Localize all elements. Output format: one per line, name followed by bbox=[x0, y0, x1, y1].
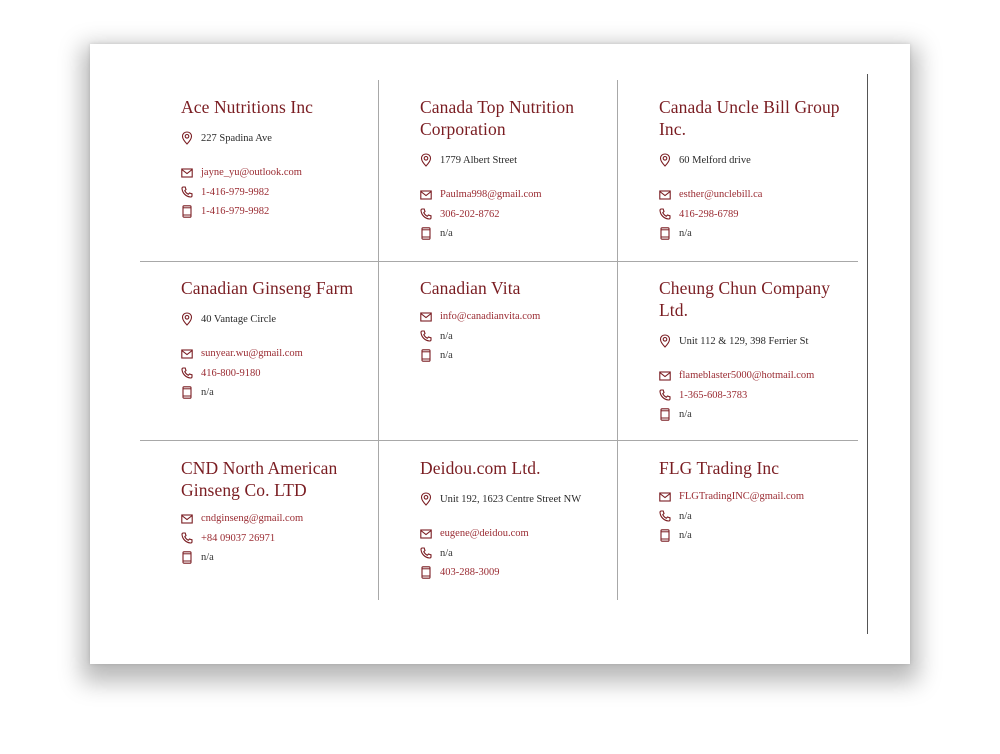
phone-row bbox=[420, 327, 620, 347]
address-row bbox=[659, 330, 859, 352]
row-divider bbox=[140, 261, 858, 262]
email-link[interactable]: eugene@deidou.com bbox=[440, 528, 529, 540]
contact-list bbox=[420, 307, 620, 366]
company-name: Canada Top Nutrition Corporation bbox=[420, 97, 575, 139]
mobile-link: n/a bbox=[201, 387, 214, 399]
company-name: Canada Uncle Bill Group Inc. bbox=[659, 97, 840, 139]
location-pin-icon bbox=[181, 312, 193, 326]
email-icon bbox=[659, 490, 671, 504]
company-card bbox=[181, 96, 381, 222]
email-row bbox=[181, 163, 381, 183]
phone-icon bbox=[420, 207, 432, 221]
email-link[interactable]: Paulma998@gmail.com bbox=[440, 189, 542, 201]
mobile-phone-icon bbox=[181, 205, 193, 219]
email-link[interactable]: cndginseng@gmail.com bbox=[201, 513, 304, 525]
mobile-row bbox=[181, 383, 381, 403]
phone-row bbox=[181, 183, 381, 203]
phone-link[interactable]: 416-298-6789 bbox=[679, 208, 739, 220]
email-row bbox=[181, 344, 381, 364]
mobile-phone-icon bbox=[659, 227, 671, 241]
phone-link[interactable]: 1-365-608-3783 bbox=[679, 389, 748, 401]
contact-list bbox=[181, 344, 381, 403]
email-link[interactable]: esther@unclebill.ca bbox=[679, 189, 763, 201]
company-card bbox=[420, 96, 620, 244]
email-link[interactable]: info@canadianvita.com bbox=[440, 311, 541, 323]
phone-link[interactable]: 416-800-9180 bbox=[201, 367, 261, 379]
phone-row bbox=[420, 205, 620, 225]
email-icon bbox=[181, 166, 193, 180]
phone-link: n/a bbox=[440, 547, 453, 559]
contact-list bbox=[659, 487, 859, 546]
email-row bbox=[659, 366, 859, 386]
phone-link: n/a bbox=[440, 330, 453, 342]
mobile-phone-icon bbox=[420, 227, 432, 241]
mobile-row bbox=[659, 224, 859, 244]
company-name: FLG Trading Inc bbox=[659, 458, 780, 478]
company-card bbox=[659, 96, 859, 244]
directory-page bbox=[90, 44, 910, 664]
email-icon bbox=[659, 369, 671, 383]
address-text: Unit 112 & 129, 398 Ferrier St bbox=[679, 335, 809, 347]
email-icon bbox=[659, 188, 671, 202]
mobile-phone-icon bbox=[181, 386, 193, 400]
email-link[interactable]: flameblaster5000@hotmail.com bbox=[679, 370, 815, 382]
email-row bbox=[420, 524, 620, 544]
mobile-row bbox=[420, 563, 620, 583]
mobile-link: n/a bbox=[679, 409, 692, 421]
contact-list bbox=[181, 163, 381, 222]
contact-list bbox=[420, 185, 620, 244]
phone-row bbox=[659, 507, 859, 527]
email-row bbox=[420, 307, 620, 327]
mobile-row bbox=[420, 224, 620, 244]
column-divider bbox=[867, 74, 868, 634]
phone-link[interactable]: +84 09037 26971 bbox=[201, 532, 276, 544]
mobile-link: n/a bbox=[440, 228, 453, 240]
company-card bbox=[420, 277, 620, 366]
company-name: Ace Nutritions Inc bbox=[181, 97, 314, 117]
phone-row bbox=[181, 529, 381, 549]
company-name: CND North American Ginseng Co. LTD bbox=[181, 458, 338, 500]
mobile-phone-icon bbox=[659, 408, 671, 422]
location-pin-icon bbox=[420, 153, 432, 167]
address-text: 227 Spadina Ave bbox=[201, 132, 272, 144]
mobile-row bbox=[420, 346, 620, 366]
mobile-link: n/a bbox=[679, 530, 692, 542]
mobile-row bbox=[181, 548, 381, 568]
mobile-row bbox=[181, 202, 381, 222]
phone-icon bbox=[659, 509, 671, 523]
address-row bbox=[420, 149, 620, 171]
mobile-link: n/a bbox=[440, 350, 453, 362]
company-name: Canadian Vita bbox=[420, 278, 521, 298]
contact-list bbox=[659, 366, 859, 425]
mobile-phone-icon bbox=[420, 349, 432, 363]
address-text: 40 Vantage Circle bbox=[201, 313, 277, 325]
email-icon bbox=[420, 310, 432, 324]
email-link[interactable]: sunyear.wu@gmail.com bbox=[201, 348, 303, 360]
email-icon bbox=[420, 188, 432, 202]
email-icon bbox=[181, 512, 193, 526]
email-row bbox=[659, 487, 859, 507]
company-card bbox=[659, 457, 859, 546]
company-card bbox=[181, 457, 381, 568]
address-text: 1779 Albert Street bbox=[440, 154, 517, 166]
mobile-row bbox=[659, 405, 859, 425]
email-link[interactable]: FLGTradingINC@gmail.com bbox=[679, 491, 805, 503]
address-row bbox=[420, 488, 620, 510]
email-row bbox=[181, 509, 381, 529]
location-pin-icon bbox=[659, 153, 671, 167]
phone-row bbox=[659, 386, 859, 406]
email-row bbox=[659, 185, 859, 205]
phone-row bbox=[181, 364, 381, 384]
mobile-phone-icon bbox=[420, 566, 432, 580]
address-text: 60 Melford drive bbox=[679, 154, 751, 166]
mobile-row bbox=[659, 526, 859, 546]
email-link[interactable]: jayne_yu@outlook.com bbox=[201, 167, 302, 179]
phone-icon bbox=[659, 207, 671, 221]
contact-list bbox=[420, 524, 620, 583]
mobile-link[interactable]: 403-288-3009 bbox=[440, 567, 500, 579]
address-row bbox=[659, 149, 859, 171]
phone-link[interactable]: 306-202-8762 bbox=[440, 208, 500, 220]
address-row bbox=[181, 127, 381, 149]
mobile-link[interactable]: 1-416-979-9982 bbox=[201, 206, 270, 218]
phone-icon bbox=[181, 185, 193, 199]
phone-icon bbox=[420, 329, 432, 343]
location-pin-icon bbox=[420, 492, 432, 506]
company-name: Canadian Ginseng Farm bbox=[181, 278, 354, 298]
phone-icon bbox=[659, 388, 671, 402]
company-card bbox=[420, 457, 620, 583]
contact-list bbox=[181, 509, 381, 568]
mobile-phone-icon bbox=[659, 529, 671, 543]
row-divider bbox=[140, 440, 858, 441]
contact-list bbox=[659, 185, 859, 244]
location-pin-icon bbox=[181, 131, 193, 145]
phone-row bbox=[420, 544, 620, 564]
company-name: Deidou.com Ltd. bbox=[420, 458, 541, 478]
mobile-phone-icon bbox=[181, 551, 193, 565]
email-row bbox=[420, 185, 620, 205]
phone-row bbox=[659, 205, 859, 225]
address-row bbox=[181, 308, 381, 330]
email-icon bbox=[420, 527, 432, 541]
phone-link[interactable]: 1-416-979-9982 bbox=[201, 186, 270, 198]
company-name: Cheung Chun Company Ltd. bbox=[659, 278, 831, 320]
phone-link: n/a bbox=[679, 510, 692, 522]
company-card bbox=[181, 277, 381, 403]
phone-icon bbox=[420, 546, 432, 560]
email-icon bbox=[181, 347, 193, 361]
address-text: Unit 192, 1623 Centre Street NW bbox=[440, 493, 582, 505]
phone-icon bbox=[181, 366, 193, 380]
mobile-link: n/a bbox=[201, 552, 214, 564]
company-card bbox=[659, 277, 859, 425]
phone-icon bbox=[181, 531, 193, 545]
location-pin-icon bbox=[659, 334, 671, 348]
mobile-link: n/a bbox=[679, 228, 692, 240]
